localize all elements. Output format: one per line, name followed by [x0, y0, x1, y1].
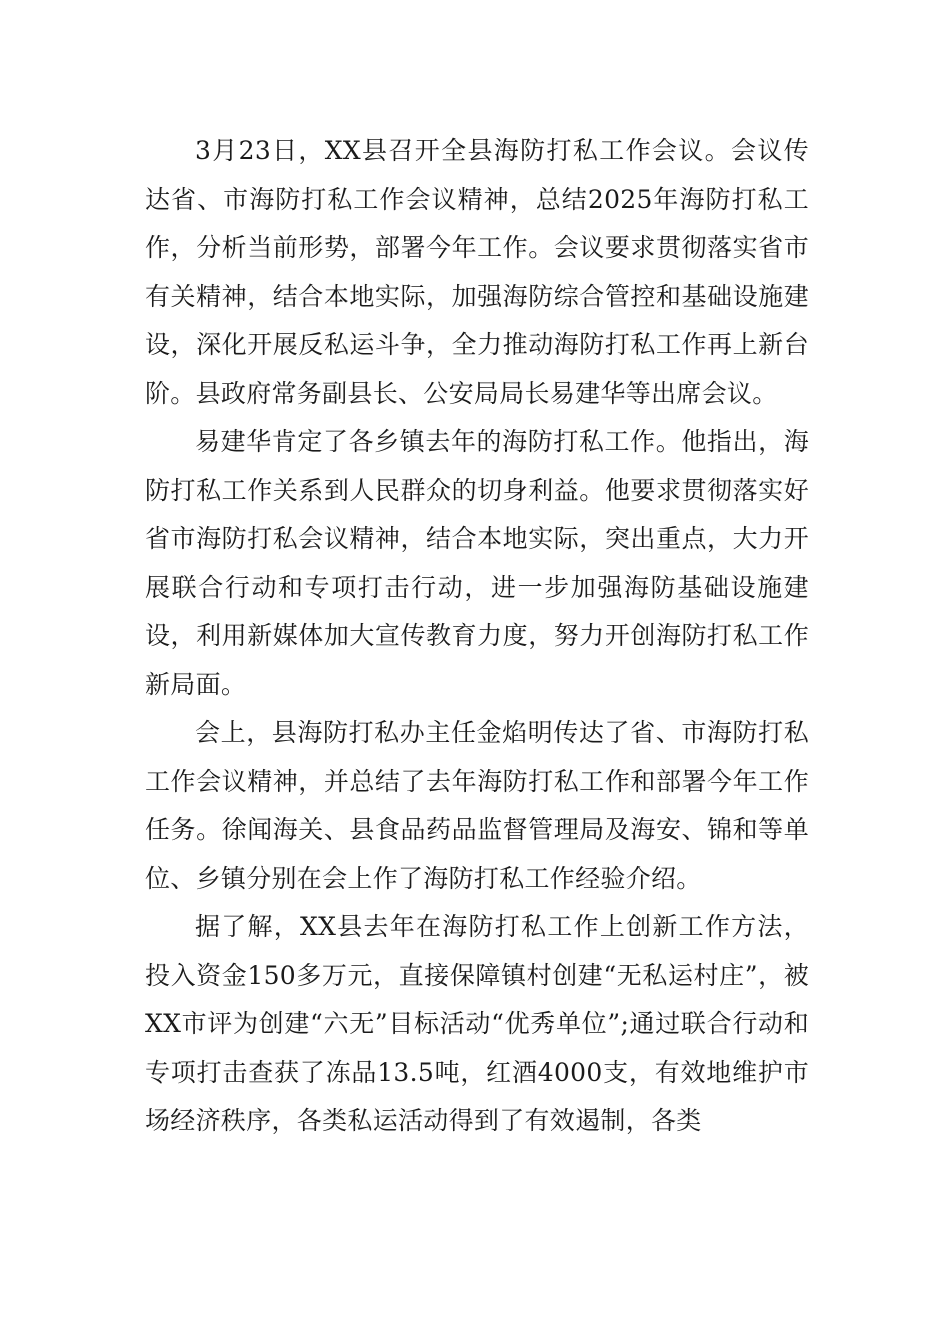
document-body: [145, 127, 809, 1146]
paragraph-yi-jianhua-remarks: 易建华肯定了各乡镇去年的海防打私工作。他指出，海防打私工作关系到人民群众的切身利益。他要求贯彻落实好省市海防打私会议精神，结合本地实际，突出重点，大力开展联合行动和专项打击行动，进一步加强海防基础设施建设，利用新媒体加大宣传教育力度，努力开创海防打私工作新局面。: [145, 427, 809, 699]
paragraph-last-year-results: 据了解，XX县去年在海防打私工作上创新工作方法，投入资金150多万元，直接保障镇村创建“无私运村庄”，被XX市评为创建“六无”目标活动“优秀单位”;通过联合行动和专项打击查获了冻品13.5吨，红酒4000支，有效地维护市场经济秩序，各类私运活动得到了有效遏制，各类: [145, 912, 809, 1135]
paragraph-meeting-summary: 3月23日，XX县召开全县海防打私工作会议。会议传达省、市海防打私工作会议精神，总结2025年海防打私工作，分析当前形势，部署今年工作。会议要求贯彻落实省市有关精神，结合本地实际，加强海防综合管控和基础设施建设，深化开展反私运斗争，全力推动海防打私工作再上新台阶。县政府常务副县长、公安局局长易建华等出席会议。: [145, 136, 809, 408]
paragraph-jin-yanming-report: 会上，县海防打私办主任金焰明传达了省、市海防打私工作会议精神，并总结了去年海防打私工作和部署今年工作任务。徐闻海关、县食品药品监督管理局及海安、锦和等单位、乡镇分别在会上作了海防打私工作经验介绍。: [145, 718, 809, 893]
